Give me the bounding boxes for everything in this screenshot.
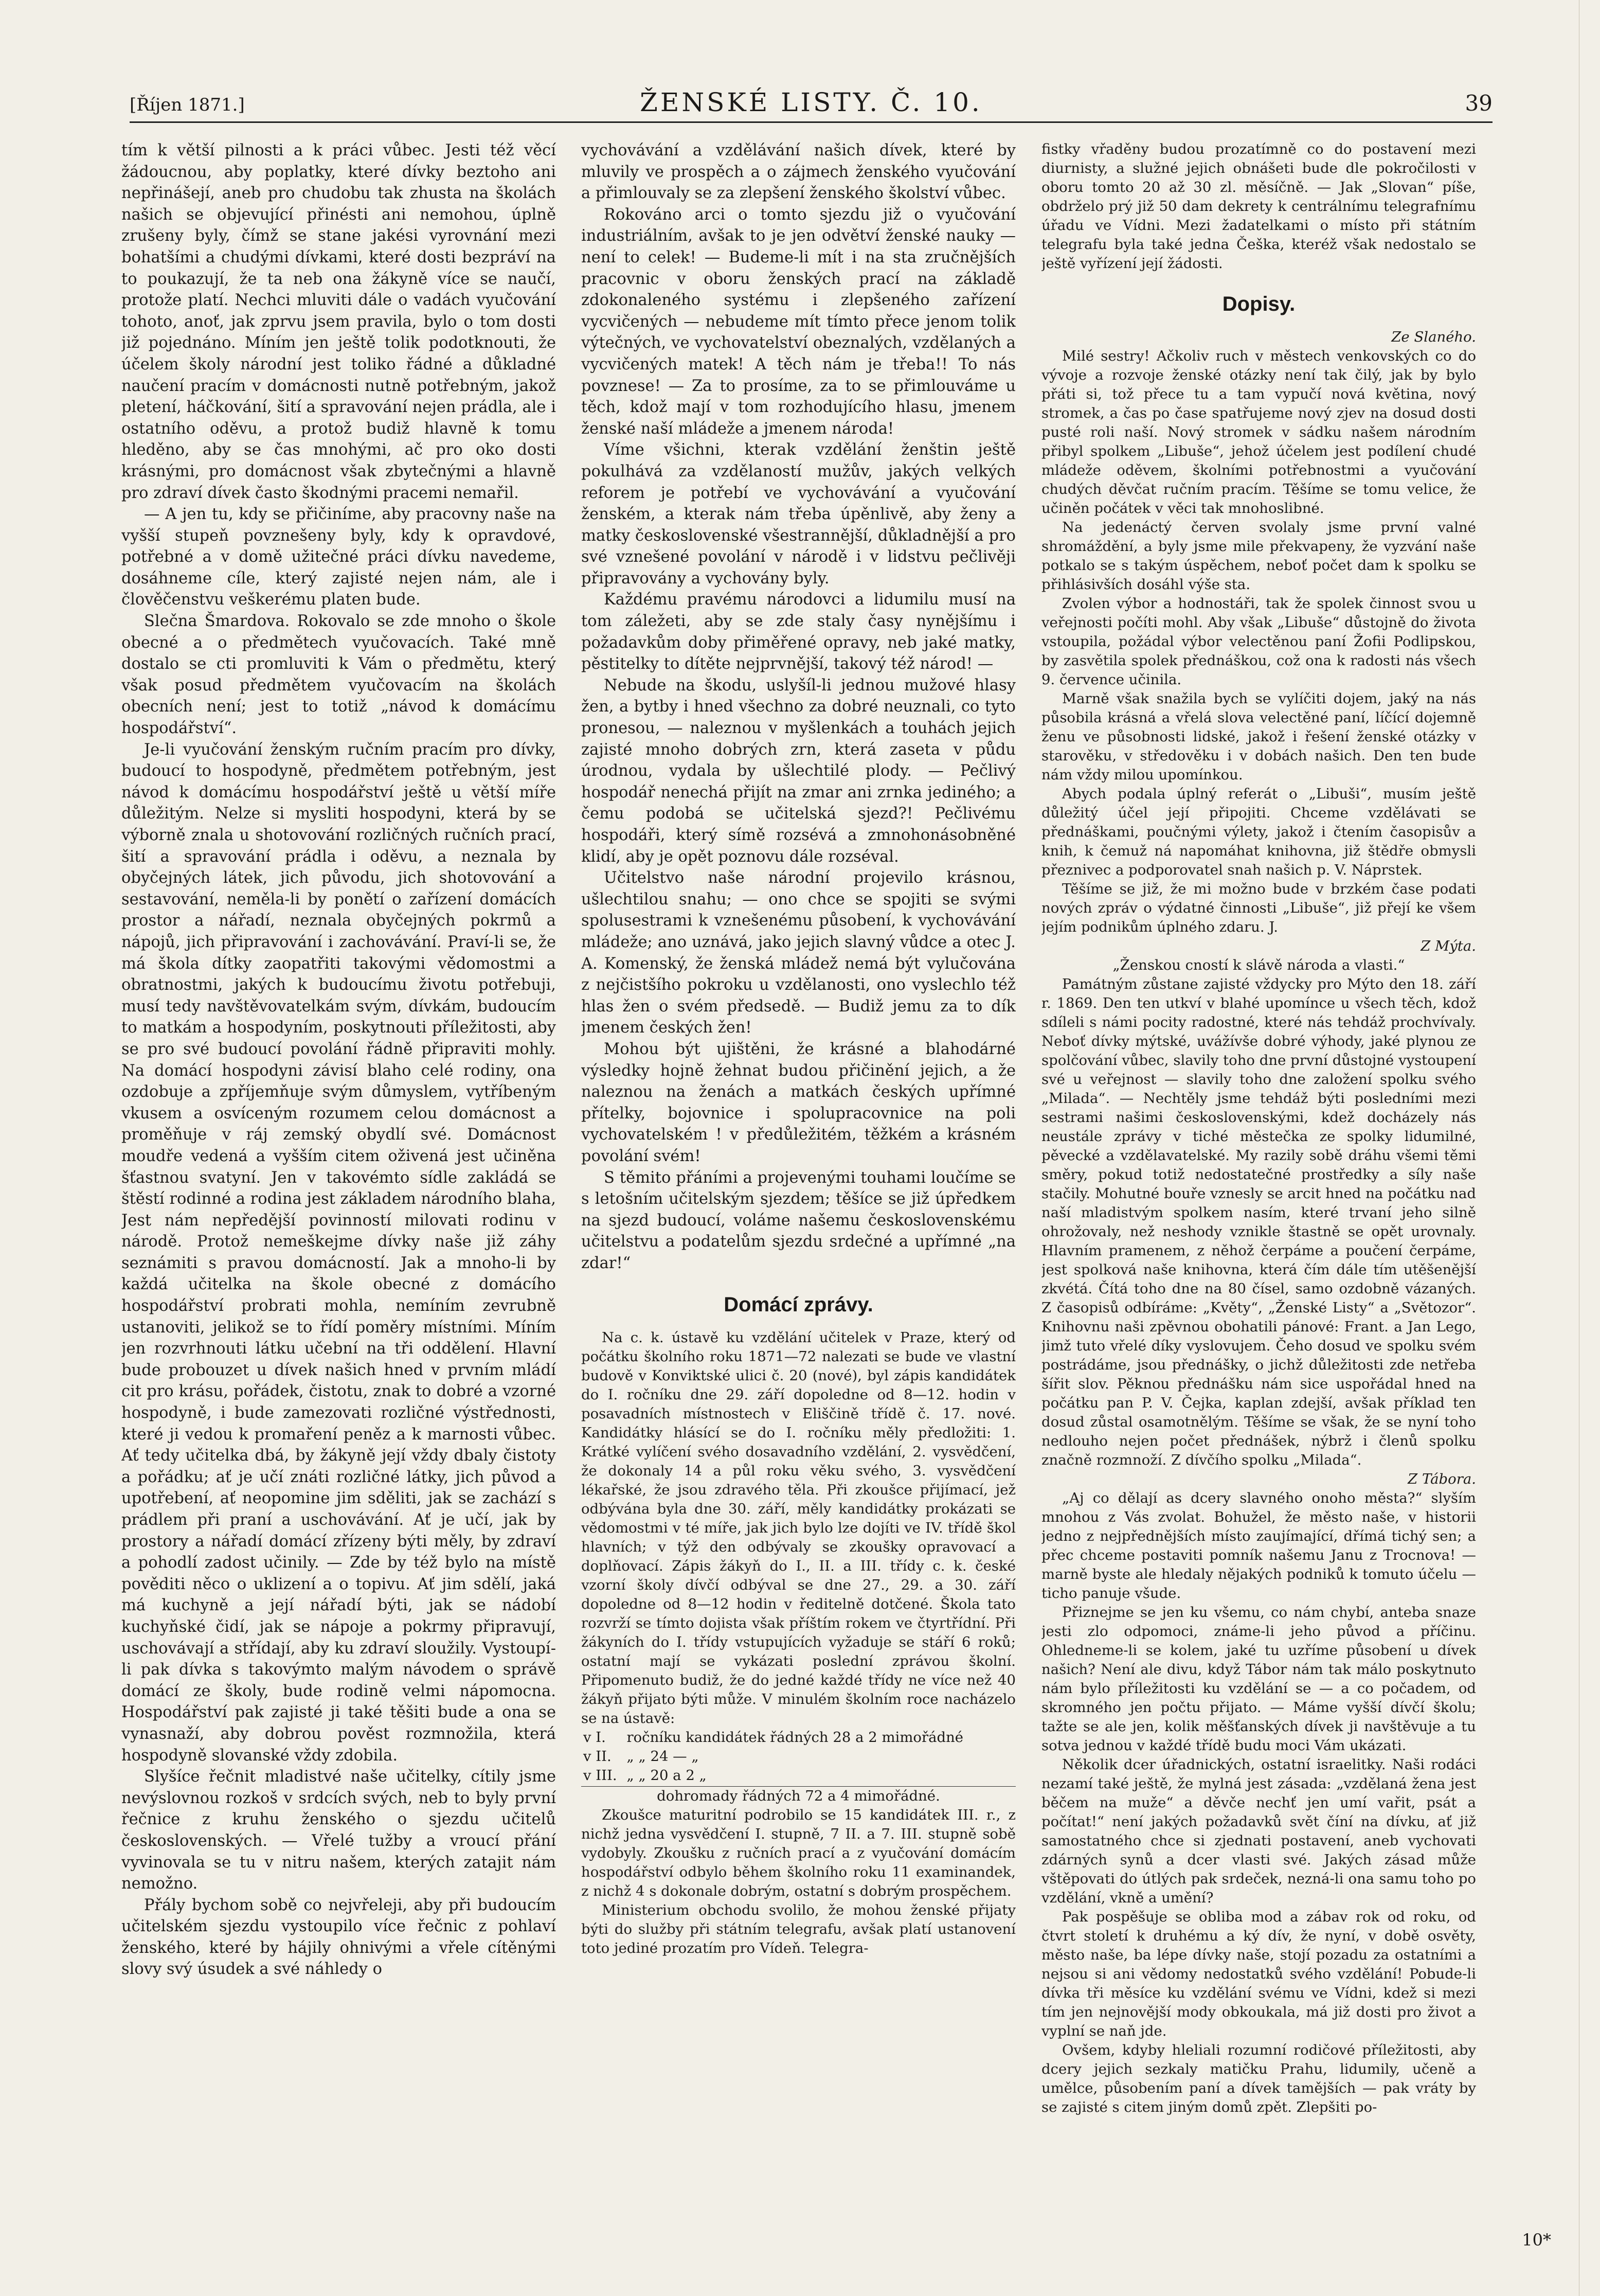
periodical-title: ŽENSKÉ LISTY. Č. 10. — [640, 87, 982, 117]
paragraph: Těšíme se již, že mi možno bude v brzkém čase podati nových zpráv o výdatné činnosti „Libuše“, již přejí ke všem jejím podnikům úplného zdaru. J. — [1041, 880, 1476, 935]
paragraph: Pak pospěšuje se obliba mod a zábav rok od roku, od čtvrt století k druhému a ký dív, že nyní, v době osvěty, město naše, ba lépe dívky naše, stojí pozadu za ostatními a nejsou si ani vědomy nedostatků svého vzdělání! Pobude-li dívka tři měsíce ku vzdělání svému ve Vídni, kdež si mezi tím jen nejnovější mody obkoukala, má již dosti pro život a vyplní se naň jde. — [1041, 1908, 1476, 2039]
column-1 — [121, 140, 556, 2146]
issue-date: [Říjen 1871.] — [130, 95, 245, 115]
column-2 — [581, 140, 1016, 2146]
table-cell: v I. — [583, 1729, 606, 1746]
header-rule — [130, 121, 1493, 123]
domestic-news — [581, 1328, 1016, 1958]
section-heading: Dopisy. — [1222, 293, 1296, 315]
page-header — [130, 87, 1493, 123]
paragraph: „Aj co dělají as dcery slavného onoho města?“ slyším mnohou z Vás zvolat. Bohužel, že město naše, v historii jedno z nejpřednějších místo zaujímající, dřímá tichý sen; a přec chceme postaviti pomník našemu Janu z Trocnova! — marně byste ale hledaly nějakých podniků k tomuto účelu — ticho panuje všude. — [1041, 1489, 1476, 1601]
paragraph: Nebude na škodu, uslyšíl-li jednou mužové hlasy žen, a bytby i hned všechno za dobré neuznali, co tyto pronesou, — naleznou v myšlenkách a touhách jejich zajisté mnoho dobrých zrn, která zaseta v půdu úrodnou, vydala by ušlechtilé plody. — Pečlivý hospodář nenechá přijít na zmar ani zrnka jediného; a čemu podobá se učitelská sjezd?! Pečlivému hospodáři, který símě rozsévá a zmnohonásobněné klidí, aby je opět poznovu dále rozséval. — [581, 676, 1016, 866]
dateline: Ze Slaného. — [1391, 328, 1476, 345]
paragraph: Slyšíce řečnit mladistvé naše učitelky, cítily jsme nevýslovnou rozkoš v srdcích svých, neb to byly první řečnice z kruhu ženského o sjezdu učitelů československých. — Vřelé tužby a vroucí přání vyvinovala se tu v nitru našem, kterých zatajit nám nemožno. — [121, 1768, 556, 1893]
dateline: Z Tábora. — [1408, 1470, 1476, 1487]
paragraph: Přály bychom sobě co nejvřeleji, aby při budoucím učitelském sjezdu vystoupilo více řečnic z pohlaví ženského, které by hájily ohnivými a vřele cítěnými slovy svý úsudek a své náhledy o — [121, 1896, 556, 1979]
paragraph: tím k větší pilnosti a k práci vůbec. Jesti též věcí žádoucnou, aby poplatky, které dívky beztoho ani nepřinášejí, aneb pro chudobu tak zhusta na školách našich se objevující přinésti ani nemohou, úplně zrušeny byly, čímž se stane jakési vyrovnání mezi bohatšími a chudými dívkami, které dosti bezpráví na to poukazují, že ta neb ona žákyně více se naučí, protože platí. Nechci mluviti dále o vadách vyučování tohoto, anoť, jak zprvu jsem pravila, bylo o tom dosti již pojednáno. Míním jen ještě tolik podotknouti, že účelem školy národní jest toliko řádné a důkladné naučení pracím v domácnosti nutně potřebným, jakož pletení, háčkování, šití a spravování nejen prádla, ale i ostatního oděvu, a protož budiž hlavně k tomu hleděno, aby se čas mnohými, ač pro oko dosti krásnými, pro domácnost však zbytečnými a hlavně pro zdraví dívek často škodnými pracemi nemařil. — [121, 141, 556, 502]
paragraph: Marně však snažila bych se vylíčiti dojem, jaký na nás působila krásná a vřelá slova velectěné paní, líčící dojemně ženu ve působnosti lidské, jakož i řešení ženské otázky v starověku, v středověku i v dobách našich. Den ten bude nám vždy milou upomínkou. — [1041, 690, 1476, 783]
paragraph: Slečna Šmardova. Rokovalo se zde mnoho o škole obecné a o předmětech vyučovacích. Také mně dostalo se cti promluviti k Vám o předmětu, který však posud předmětem vyučovacím na školách obecních není; jest to totiž „návod k domácímu hospodářství“. — [121, 612, 556, 738]
table-cell: v II. — [583, 1748, 612, 1765]
letters — [1041, 328, 1476, 2117]
paragraph: Několik dcer úřadnických, ostatní israelitky. Naši rodáci nezamí také ještě, že mylná jest zásada: „vzdělaná žena jest běčem na muže“ a děvče nechť jen umí vařit, psát a počítat!“ není jakých požadavků svět číní na dívku, ať již samostatného chce si zjednati postavení, aneb vychovati zdárných synů a dcer vlasti své. Jakých zásad může vštěpovati do útlých pak srdeček, nezná-li ona samu toho po vzdělání, vkně a umění? — [1041, 1756, 1476, 1906]
paragraph: Rokováno arci o tomto sjezdu již o vyučování industriálním, avšak to je jen odvětví ženské nauky — není to celek! — Budeme-li mít i na sta zručnějších pracovnic v oboru ženských prací na základě zdokonaleného systému i zlepšeného zařízení vycvičených — nebudeme mít tímto přece jenom tolik výtečných, ve vychovatelství obeznalých, vzdělaných a vycvičených matek! A těch nám je třeba!! To nás povznese! — Za to prosíme, za to se přimlouváme u těch, kdož mají v tom rozhodujícího hlasu, jmenem ženské naší mládeže a jmenem národa! — [581, 205, 1016, 438]
domestic-news-continued — [1041, 140, 1476, 273]
table-cell: ročníku kandidátek řádných 28 a 2 mimořádné — [626, 1729, 964, 1746]
table-row — [581, 1728, 1016, 1747]
paragraph: Mohou být ujištěni, že krásné a blahodárné výsledky hojně žehnat budou přičinění jejich, a že naleznou na ženách a matkách českých upřímné přítelky, bojovnice i spolupracovnice na poli vychovatelském ! v předůležitém, těžkém a krásném povolání svém! — [581, 1040, 1016, 1165]
dateline: Z Mýta. — [1421, 937, 1476, 954]
paragraph: S těmito přáními a projevenými touhami loučíme se s letošním učitelským sjezdem; těšíce se již úpředkem na sjezd budoucí, voláme našemu československému učitelstvu a podatelům sjezdu srdečné a upřímné „na zdar!“ — [581, 1168, 1016, 1272]
paragraph: Zvolen výbor a hodnostáři, tak že spolek činnost svou u veřejnosti počíti mohl. Aby však „Libuše“ důstojně do života vstoupila, požádal výbor velectěnou paní Žofii Podlipskou, by zasvětila spolek přednáškou, což ona k radosti nás všech 9. července učinila. — [1041, 595, 1476, 688]
table-row — [581, 1766, 1016, 1785]
paragraph: fistky vřaděny budou prozatímně co do postavení mezi diurnisty, a služné jejich obnášeti bude dle pokročilosti v oboru tomto 20 až 30 zl. měsíčně. — Jak „Slovan“ píše, obdrželo prý již 50 dam dekrety k centrálnímu telegrafnímu úřadu ve Vídni. Mezi žadatelkami o místo při státním telegrafu byla také jedna Češka, kteréž však nedostalo se ještě vyřízení její žádosti. — [1041, 141, 1476, 272]
paragraph: Je-li vyučování ženským ručním pracím pro dívky, budoucí to hospodyně, předmětem potřebným, jest návod k domácímu hospodářství ještě u větší míře důležitým. Nelze si mysliti hospodyni, která by se výborně znala u shotovování rozličných ručních prací, šití a spravování prádla i oděvu, a neznala by obyčejných látek, jich původu, jich shotovování a sestavování, neměla-li by ponětí o zařízení domácích prostor a nářadí, neznala obyčejných pokrmů a nápojů, jich připravování i zachovávání. Praví-li se, že má škola dítky zaopatřiti takovými vědomostmi a obratnostmi, jakých k budoucímu životu potřebuji, musí tedy navštěvovatelkám svým, dívkám, budoucím to matkám a hospodyním, poskytnouti příležitosti, aby se pro své budoucí povolání řádně připraviti mohly. Na domácí hospodyni závisí blaho celé rodiny, ona ozdobuje a zpříjemňuje svým důmyslem, vytříbeným vkusem a osvíceným rozumem celou domácnost a proměňuje v ráj zemský obydlí své. Domácnost moudře vedená a vyšším citem oživená jest učiněna šťastnou svatyní. Jen v takovémto sídle zakládá se štěstí rodinné a rodina jest základem národního blaha, Jest nám nepředější povinností milovati rodinu v národě. Protož nemeškejme dívky naše již záhy seznámiti s pravou domácností. Jak a mnoho-li by každá učitelka na škole obecné z domácího hospodářství probrati mohla, nemíním zevrubně ustanoviti, jelikož se to řídí poměry místními. Míním jen rozvrhnouti látku učební na tři oddělení. Hlavní bude probouzet u dívek našich hned v prvním mládí cit pro krásu, pořádek, čistotu, znak to dobré a vzorné hospodyně, i bude zamezovati rozličné výstřednosti, které ji vedou k promaření peněz a k marnosti vůbec. Ať tedy učitelka dbá, by žákyně její vždy dbaly čistoty a pořádku; ať je učí znáti rozličné látky, jich původ a upotřebení, ať neopomine jim sděliti, jak se zachází s prádlem při praní a uschovávání. Ať je učí, jak by prostory a nářadí domácí zřízeny býti měly, by zdraví a pohodlí zadost učinily. — Zde by též bylo na místě pověditi něco o uklizení a o topivu. Ať jim sdělí, jaká má kuchyně a její nářadí býti, jak se nádobí kuchyňské čidí, jak se nápoje a pokrmy připravují, uschovávají a střídají, aby ku zdraví sloužily. Vystoupí-li pak dívka s takovýmto malým návodem o správě domácí ze školy, bude rodině velmi nápomocna. Hospodářství pak zajisté ji také těšiti bude a ona se vynasnaží, aby dobrou pověst rozmnožila, která hospodyně slovanské vždy zdobila. — [121, 740, 556, 1765]
paragraph: Každému pravému národovci a lidumilu musí na tom záležeti, aby se zde staly časy nynějšímu i požadavkům doby přiměřené opravy, neb jaké matky, pěstitelky to dítěte nejprvnější, takový též národ! — — [581, 591, 1016, 673]
paragraph: Přiznejme se jen ku všemu, co nám chybí, anteba snaze jesti zlo odpomoci, známe-li jeho původ a příčinu. Ohledneme-li se kolem, jaké tu uzříme působení u dívek našich? Není ale divu, když Tábor nám tak málo poskytnuto nám bylo příležitosti ku vzdělání se — a co počadem, od skromného jen počtu přijato. — Máme vyšší dívčí školu; tažte se ale jen, kolik měšťanských dívek ji navštěvuje a tu sotva jednou v každé třídě budu moci Vám ukázati. — [1041, 1604, 1476, 1754]
motto: „Ženskou cností k slávě národa a vlasti.“ — [1112, 956, 1405, 973]
paragraph: — A jen tu, kdy se přičiníme, aby pracovny naše na vyšší stupeň povznešeny byly, kdy k opravdové, potřebné a v domě užitečné práci dívku navedeme, dosáhneme cíle, který zajisté nejen nám, ale i člověčenstvu veškerému platen bude. — [121, 505, 556, 609]
signature-mark: 10* — [1522, 2230, 1551, 2250]
paragraph: Zkoušce maturitní podrobilo se 15 kandidátek III. r., z nichž jedna vysvědčení I. stupně, 7 II. a 7. III. stupně sobě vydobyly. Zkoušku z ručních prací a z vyučování domácím hospodářství odbylo během školního roku 11 examinandek, z nichž 4 s dokonale dobrým, ostatní s dobrým prospěchem. — [581, 1807, 1016, 1900]
paragraph: Milé sestry! Ačkoliv ruch v městech venkovských co do vývoje a rozvoje ženské otázky není tak čilý, jak by bylo přáti si, tož přece tu a tam vypučí nová květina, nový stromek, a čas po čase spatřujeme nový zjev na dosud dosti pusté roli naší. Nový stromek v sádku našem národním přibyl spolkem „Libuše“, jehož účelem jest podílení chudé mládeže oděvem, školními potřebnostmi a vyučování chudých děvčat ručním pracím. Těšíme se tomu velice, že učiněn počátek v věci tak mnohoslibné. — [1041, 347, 1476, 517]
table-cell: „ „ 24 — „ — [626, 1748, 699, 1765]
page-number: 39 — [1465, 91, 1493, 116]
paragraph: Na jedenáctý červen svolaly jsme první valné shromáždění, a byly jsme mile překvapeny, že vyzvání naše potkalo se s takým úspěchem, neboť počet dam k spolku se přihlásivších dosáhl výše sta. — [1041, 519, 1476, 593]
table-cell: v III. — [583, 1767, 617, 1784]
column-3 — [1041, 140, 1476, 2146]
paragraph: Víme všichni, kterak vzdělání ženštin ještě pokulhává za vzdělaností mužův, jakých velkých reforem je potřebí ve vychovávání a vyučování ženském, a kterak nám třeba úpěnlivě, aby ženy a matky československé všestrannější, důkladnější a pro své vznešené povolání v národě i v lidstvu pečlivěji připravovány a vychovány byly. — [581, 441, 1016, 588]
paragraph: vychovávání a vzdělávání našich dívek, které by mluvily ve prospěch a o zájmech ženského vyučování a přimlouvaly se za zlepšení ženského školství vůbec. — [581, 141, 1016, 203]
table-row — [581, 1747, 1016, 1766]
paragraph: Ministerium obchodu svolilo, že mohou ženské přijaty býti do služby při státním telegrafu, avšak platí ustanovení toto jediné prozatím pro Vídeň. Telegra- — [581, 1902, 1016, 1957]
enrollment-table — [581, 1728, 1016, 1785]
paragraph: Učitelstvo naše národní projevilo krásnou, ušlechtilou snahu; — ono chce se spojiti se svými spolusestrami k vznešenému působení, k vychovávání mládeže; ano uznává, jako jejich slavný vůdce a otec J. A. Komenský, že ženská mládež nemá být vylučována z nejčistšího pokroku u vzdělanosti, ono vyslechlo též hlas žen o svém předsedě. — Budiž jemu za to dík jmenem českých žen! — [581, 869, 1016, 1037]
paragraph: Památným zůstane zajisté vždycky pro Mýto den 18. září r. 1869. Den ten utkví v blahé upomínce u všech těch, kdož sdíleli s námi pocity radostné, které nás tehdáž prochvívaly. Neboť dívky mýtské, uvážívše dobré výhody, jaké plynou ze spolčování vůbec, slavily toho dne první důstojné vystoupení své u veřejnost — slavily toho dne založení spolku svého „Milada“. — Nechtěly jsme tehdáž býti posledními mezi sestrami našimi československými, kdež docházely nás neustále zprávy v tiché městečka ze spolky lidumilné, pěvecké a vzdělavatelské. My razily sobě dráhu všemi těmi směry, pokud totiž nedostatečné prostředky a síly naše stačily. Mohutné bouře vznesly se arcit hned na počátku nad naší mladistvým spolkem nasím, které trvaní jeho silně ohrožovaly, než neshody vznikle štastně se opět urovnaly. Hlavním pramenem, z něhož čerpáme a poučení čerpáme, jest spolková naše knihovna, která čím dále tím utěšenější zkvétá. Čítá toho dne na 80 čísel, samo ozdobně vázaných. Z časopisů odbíráme: „Květy“, „Ženské Listy“ a „Světozor“. Knihovnu naši zpěvnou obohatili pánové: Frant. a Jan Lego, jimž tuto vřelé díky vyslovujem. Čeho dosud ve spolku svém postrádáme, jsou přednášky, o jichž důležitosti zde netřeba šířit slov. Pěknou přednášku nám sice uspořádal hned na počátku pan P. V. Čejka, kaplan zdejší, avšak příklad ten dosud zůstal osamotnělým. Těšíme se však, že se nyní toho nedlouho nejen počet přednášek, nýbrž i členů spolku značně rozmnoží. Z dívčího spolku „Milada“. — [1041, 975, 1476, 1468]
table-cell: „ „ 20 a 2 „ — [626, 1767, 707, 1784]
paragraph: Abych podala úplný referát o „Libuši“, musím ještě důležitý účel její připojiti. Chceme vzdělávati se přednáškami, poučnými výlety, jakož i čtením časopisův a knih, k čemuž ná napomáhat knihovna, již štědře obmysli přeznivec a podporovatel snah našich p. V. Náprstek. — [1041, 785, 1476, 878]
paragraph: Na c. k. ústavě ku vzdělání učitelek v Praze, který od počátku školního roku 1871—72 nalezati se bude ve vlastní budově v Konviktské ulici č. 20 (nové), byl zápis kandidátek do I. ročníku dne 29. září dopoledne od 8—12. hodin v posavadních místnostech v Eliščině třídě č. 17. nové. Kandidátky hlásící se do I. ročníku měly předložiti: 1. Krátké vylíčení svého dosavadního vzdělání, 2. vysvědčení, že dokonaly 14 a půl roku věku svého, 3. vysvědčení lékařské, že jsou zdravého těla. Při zkoušce přijímací, jež odbývána byla dne 30. září, měly kandidátky prokázati se vědomostmi v té míře, jak jich bylo lze dojíti ve IV. třídě škol hlavních; v týž den odbývaly se zkoušky opravovací a doplňovací. Zápis žákyň do I., II. a III. třídy c. k. české vzorní školy dívčí odbýval se dne 27., 29. a 30. září dopoledne od 8—12 hodin v ředitelně dotčené. Škola tato rozvrží se tímto dojista však příštím rokem ve čtyrtřídní. Při žákyních do I. třídy vstupujících vyžaduje se stáří 6 roků; ostatní mají se vykázati poslední zprávou školní. Připomenuto budiž, že do jedné každé třídy ne více než 40 žákyň přijato býti může. V minulém školním roce nacházelo se na ústavě: — [581, 1329, 1016, 1727]
section-heading: Domácí zprávy. — [724, 1293, 873, 1316]
table-total: dohromady řádných 72 a 4 mimořádné. — [581, 1786, 1016, 1806]
paragraph: Ovšem, kdyby hleliali rozumní rodičové příležitosti, aby dcery jejich sezkaly matičku Prahu, lidumily, učeně a umělce, působením paní a dívek tamějších — pak vráty by se zajisté s citem jiným domů zpět. Zlepšiti po- — [1041, 2041, 1476, 2115]
